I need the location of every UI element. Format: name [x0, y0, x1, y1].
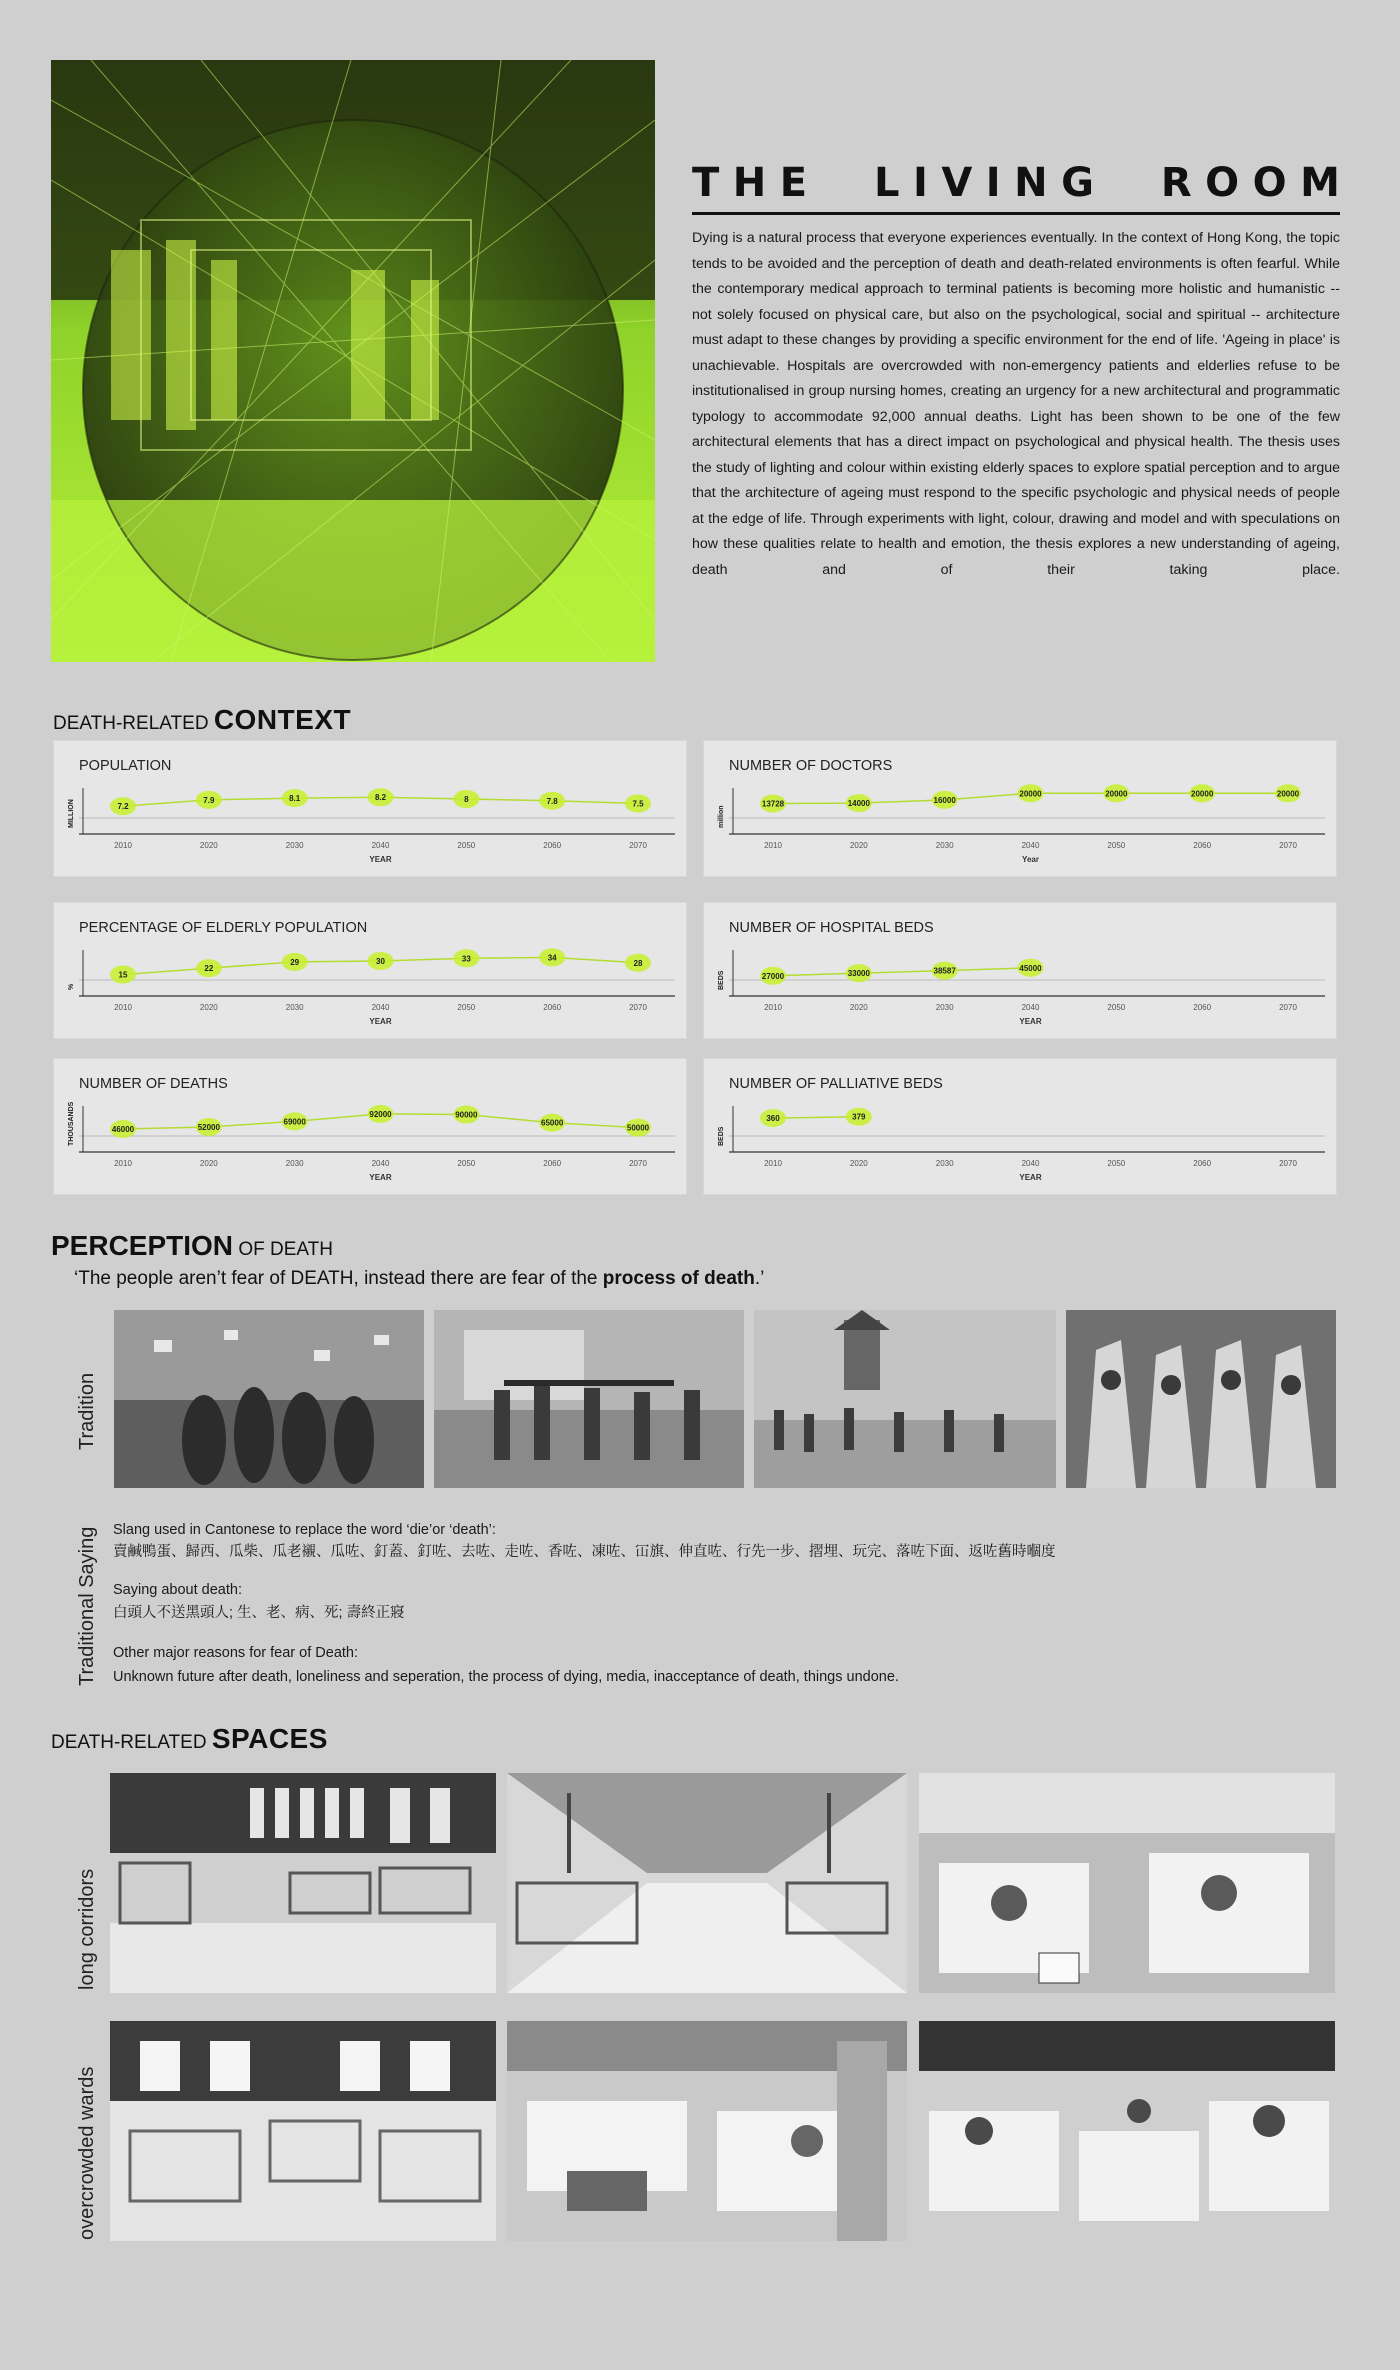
data-label: 33000 [847, 969, 870, 979]
intro-paragraph: Dying is a natural process that everyone experiences eventually. In the context of Hong Kong, the topic tends to be avoided and the perception of death and death-related environments is often fearful. While the contemporary medical approach to terminal patients is becoming more holistic and humanistic -- not solely focused on physical care, but also on the psychological, social and spiritual -- architecture must adapt to these changes by providing a specific environment for the end of life. 'Ageing in place' is unachievable. Hospitals are overcrowded with non-emergency patients and elderlies refuse to be institutionalised in group nursing homes, creating an urgency for a new architectural and programmatic typology to accommodate 92,000 annual deaths. Light has been shown to be one of the few architectural elements that has a direct impact on psychological and physical health. The thesis uses the study of lighting and colour within existing elderly spaces to explore spatial perception and to argue that the architecture of ageing must respond to the specific psychologic and physical needs of people at the edge of life. Through experiments with light, colour, drawing and model and with speculations on how these qualities relate to health and emotion, the thesis explores a new understanding of ageing, death and of their taking place. [692, 230, 1340, 578]
data-label: 20000 [1276, 789, 1300, 799]
data-label: 8.2 [374, 793, 387, 803]
x-axis-label: YEAR [1019, 1017, 1042, 1026]
data-label: 20000 [1105, 789, 1128, 799]
x-tick-label: 2050 [1107, 841, 1126, 850]
chart-title: PERCENTAGE OF ELDERLY POPULATION [79, 920, 368, 936]
y-axis-label: BEDS [718, 970, 725, 990]
tradition-photo-paper-offerings [114, 1310, 424, 1488]
x-tick-label: 2070 [1279, 1159, 1297, 1168]
overcrowded-wards-label: overcrowded wards [76, 2066, 98, 2240]
x-tick-label: 2030 [935, 1003, 954, 1012]
data-label: 50000 [626, 1123, 650, 1133]
data-label: 7.5 [632, 799, 644, 809]
chart-card [703, 902, 1337, 1039]
data-label: 90000 [455, 1110, 478, 1120]
x-tick-label: 2010 [764, 841, 782, 850]
x-tick-label: 2060 [543, 1159, 562, 1168]
hero-illustration [51, 60, 655, 662]
x-tick-label: 2070 [1279, 1003, 1297, 1012]
x-tick-label: 2060 [1193, 1003, 1212, 1012]
x-tick-label: 2010 [764, 1003, 782, 1012]
x-tick-label: 2070 [629, 1003, 647, 1012]
data-label: 27000 [761, 971, 785, 981]
x-tick-label: 2050 [457, 1159, 476, 1168]
corridor-photo-1 [110, 1773, 496, 1993]
page-title: T H E L I V I N G R O O M [692, 160, 1340, 206]
perception-heading: PERCEPTION OF DEATH [51, 1230, 333, 1261]
chart-card [703, 740, 1337, 877]
chart-card [53, 1058, 687, 1195]
x-tick-label: 2020 [199, 841, 218, 850]
tradition-photo-mourners [1066, 1310, 1336, 1488]
chart-svg [703, 740, 1337, 877]
series-line [773, 968, 1031, 979]
data-label: 69000 [283, 1117, 306, 1127]
data-label: 33 [461, 954, 471, 964]
x-tick-label: 2030 [285, 1159, 304, 1168]
slang-title: Slang used in Cantonese to replace the word ‘die’or ‘death’: [113, 1522, 496, 1538]
y-axis-label: BEDS [718, 1126, 725, 1146]
y-axis-label: million [718, 805, 725, 828]
data-label: 65000 [541, 1118, 564, 1128]
tradition-label: Tradition [76, 1372, 98, 1450]
traditional-saying-label: Traditional Saying [76, 1526, 98, 1686]
chart-title: POPULATION [79, 758, 172, 774]
chart-svg [53, 1058, 687, 1195]
data-label: 22 [204, 964, 214, 974]
data-label: 92000 [369, 1109, 392, 1119]
data-label: 8 [464, 795, 469, 804]
x-tick-label: 2020 [849, 1003, 868, 1012]
x-tick-label: 2050 [457, 841, 476, 850]
x-tick-label: 2020 [199, 1159, 218, 1168]
x-tick-label: 2050 [457, 1003, 476, 1012]
x-tick-label: 2060 [1193, 841, 1212, 850]
tradition-photo-funeral-procession [434, 1310, 744, 1488]
data-label: 45000 [1019, 963, 1042, 973]
x-tick-label: 2020 [849, 841, 868, 850]
data-label: 8.1 [289, 794, 301, 804]
ward-photo-1 [110, 2021, 496, 2241]
x-axis-label: Year [1022, 855, 1039, 864]
saying-title: Saying about death: [113, 1582, 242, 1598]
data-label: 34 [547, 953, 557, 963]
long-corridors-label: long corridors [76, 1868, 98, 1990]
x-axis-label: YEAR [369, 1173, 392, 1182]
tradition-photo-historic-engraving [754, 1310, 1056, 1488]
x-tick-label: 2040 [1021, 841, 1040, 850]
x-tick-label: 2040 [371, 1159, 390, 1168]
x-tick-label: 2070 [1279, 841, 1297, 850]
x-tick-label: 2050 [1107, 1003, 1126, 1012]
chart-title: NUMBER OF DEATHS [79, 1076, 228, 1092]
x-tick-label: 2020 [199, 1003, 218, 1012]
chart-card [703, 1058, 1337, 1195]
ward-photo-2 [507, 2021, 907, 2241]
x-tick-label: 2060 [543, 841, 562, 850]
spaces-heading: DEATH-RELATED SPACES [51, 1723, 328, 1754]
chart-title: NUMBER OF PALLIATIVE BEDS [729, 1076, 943, 1092]
x-tick-label: 2070 [629, 1159, 647, 1168]
chart-card [53, 740, 687, 877]
x-tick-label: 2030 [285, 1003, 304, 1012]
chart-card [53, 902, 687, 1039]
x-tick-label: 2010 [114, 1159, 132, 1168]
x-tick-label: 2030 [935, 841, 954, 850]
x-tick-label: 2010 [764, 1159, 782, 1168]
perception-quote: ‘The people aren’t fear of DEATH, instead there are fear of the process of death.’ [74, 1268, 765, 1289]
data-label: 7.8 [546, 796, 558, 806]
chart-svg [53, 740, 687, 877]
chart-svg [703, 902, 1337, 1039]
y-axis-label: % [68, 983, 75, 990]
corridor-photo-3 [919, 1773, 1335, 1993]
x-tick-label: 2030 [285, 841, 304, 850]
x-tick-label: 2050 [1107, 1159, 1126, 1168]
x-tick-label: 2020 [849, 1159, 868, 1168]
data-label: 13728 [761, 799, 785, 809]
data-label: 52000 [197, 1122, 220, 1132]
y-axis-label: THOUSANDS [68, 1101, 75, 1146]
data-label: 15 [118, 970, 128, 980]
x-tick-label: 2010 [114, 841, 132, 850]
data-label: 360 [766, 1114, 780, 1124]
data-label: 30 [376, 957, 385, 966]
x-tick-label: 2060 [543, 1003, 562, 1012]
x-axis-label: YEAR [369, 1017, 392, 1026]
x-tick-label: 2040 [1021, 1003, 1040, 1012]
x-tick-label: 2070 [629, 841, 647, 850]
x-axis-label: YEAR [369, 855, 392, 864]
hero-image [51, 60, 655, 662]
x-tick-label: 2040 [371, 841, 390, 850]
reasons-title: Other major reasons for fear of Death: [113, 1645, 358, 1661]
title-divider [692, 212, 1340, 215]
x-tick-label: 2040 [371, 1003, 390, 1012]
chart-title: NUMBER OF DOCTORS [729, 758, 893, 774]
data-label: 379 [852, 1112, 866, 1122]
chart-svg [53, 902, 687, 1039]
y-axis-label: MILLION [68, 799, 75, 828]
corridor-photo-2 [507, 1773, 907, 1993]
data-label: 16000 [933, 795, 956, 805]
data-label: 38587 [933, 966, 956, 976]
reasons-text: Unknown future after death, loneliness and seperation, the process of dying, media, inacceptance of death, things undone. [113, 1669, 899, 1685]
x-tick-label: 2040 [1021, 1159, 1040, 1168]
x-tick-label: 2030 [935, 1159, 954, 1168]
x-axis-label: YEAR [1019, 1173, 1042, 1182]
chart-svg [703, 1058, 1337, 1195]
context-heading: DEATH-RELATED CONTEXT [53, 704, 352, 735]
data-label: 20000 [1191, 789, 1214, 799]
slang-text: 賣鹹鴨蛋、歸西、瓜柴、瓜老襯、瓜咗、釘蓋、釘咗、去咗、走咗、香咗、凍咗、冚旗、伸直咗、行先一步、摺埋、玩完、落咗下面、返咗舊時嗰度 [113, 1544, 1056, 1560]
chart-title: NUMBER OF HOSPITAL BEDS [729, 920, 934, 936]
x-tick-label: 2060 [1193, 1159, 1212, 1168]
data-label: 7.2 [117, 802, 129, 812]
saying-text: 白頭人不送黑頭人; 生、老、病、死; 壽終正寢 [113, 1605, 405, 1621]
ward-photo-3 [919, 2021, 1335, 2241]
x-tick-label: 2010 [114, 1003, 132, 1012]
data-label: 28 [633, 958, 643, 968]
data-label: 7.9 [203, 795, 215, 805]
data-label: 29 [290, 957, 300, 967]
data-label: 46000 [111, 1124, 135, 1134]
data-label: 14000 [847, 799, 870, 809]
data-label: 20000 [1019, 789, 1042, 799]
